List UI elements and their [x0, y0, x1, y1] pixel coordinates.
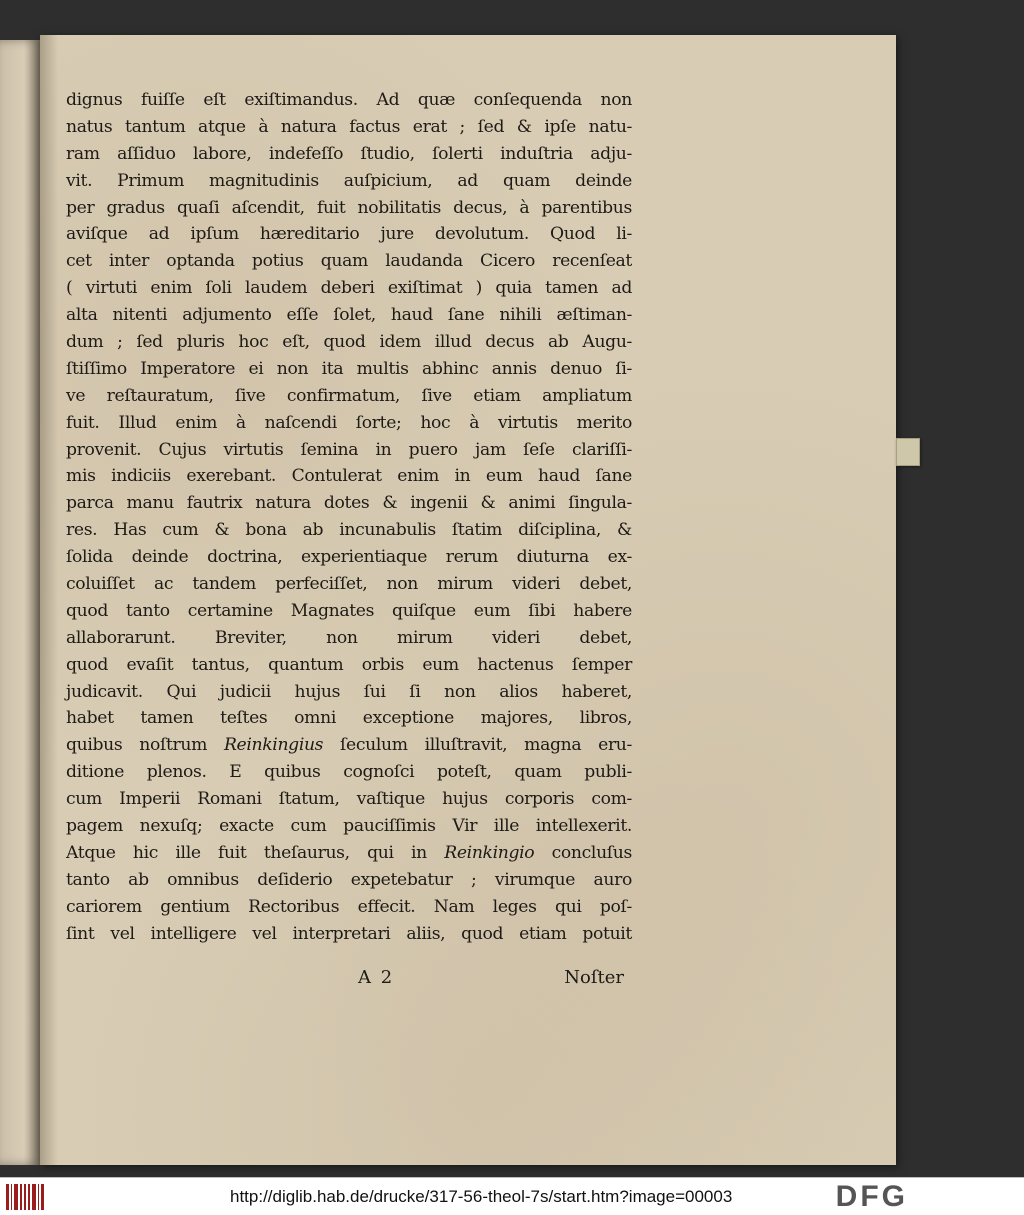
scanned-page [40, 35, 896, 1165]
text-line: dum ; ſed pluris hoc eſt, quod idem illud decus ab Augu- [66, 332, 632, 353]
text-line: fuit. Illud enim à naſcendi ſorte; hoc à virtutis merito [66, 412, 632, 433]
text-line: cet inter optanda potius quam laudanda Cicero recenſeat [66, 251, 632, 272]
text-line: natus tantum atque à natura factus erat ; ſed & ipſe natu- [66, 116, 632, 137]
text-line: judicavit. Qui judicii hujus ſui ſi non alios haberet, [66, 681, 632, 702]
text-line: dignus fuiſſe eſt exiſtimandus. Ad quæ conſequenda non [66, 90, 632, 110]
text-line: coluiſſet ac tandem perfeciſſet, non mirum videri debet, [66, 574, 632, 595]
text-line: cariorem gentium Rectoribus effecit. Nam leges qui poſ- [66, 896, 632, 917]
text-line: ram aſſiduo labore, indefeſſo ſtudio, ſolerti induſtria adju- [66, 143, 632, 164]
text-line: aviſque ad ipſum hæreditario jure devolutum. Quod li- [66, 224, 632, 245]
text-line: ſolida deinde doctrina, experientiaque rerum diuturna ex- [66, 547, 632, 568]
page-footer [66, 965, 632, 995]
body-text [66, 87, 632, 948]
page-tab-marker [896, 438, 920, 466]
text-line: ſtiſſimo Imperatore ei non ita multis abhinc annis denuo ſi- [66, 358, 632, 379]
text-line: vit. Primum magnitudinis auſpicium, ad quam deinde [66, 170, 632, 191]
text-line: parca manu fautrix natura dotes & ingenii & animi ſingula- [66, 493, 632, 514]
text-line: quod tanto certamine Magnates quiſque eum ſibi habere [66, 600, 632, 621]
catchword: Noſter [564, 967, 624, 988]
dfg-logo: DFG [835, 1180, 908, 1213]
text-line: Atque hic ille fuit theſaurus, qui in Reinkingio concluſus [66, 842, 632, 863]
text-line: quod evaſit tantus, quantum orbis eum hactenus ſemper [66, 654, 632, 675]
text-line: ditione plenos. E quibus cognoſci poteſt, quam publi- [66, 762, 632, 783]
viewer-footer-bar [0, 1177, 1024, 1215]
text-line: alta nitenti adjumento eſſe ſolet, haud ſane nihili æſtiman- [66, 305, 632, 326]
previous-page-edge [0, 40, 40, 1165]
document-url-link[interactable]: http://diglib.hab.de/drucke/317-56-theol-7s/start.htm?image=00003 [230, 1187, 733, 1206]
signature-mark: A 2 [358, 967, 395, 988]
text-line: provenit. Cujus virtutis ſemina in puero jam ſeſe clariſſi- [66, 439, 632, 460]
text-line: per gradus quaſi aſcendit, fuit nobilitatis decus, à parentibus [66, 197, 632, 218]
text-line: ſint vel intelligere vel interpretari aliis, quod etiam potuit [66, 923, 632, 944]
text-line: ve reſtauratum, ſive confirmatum, ſive etiam ampliatum [66, 385, 632, 406]
text-line: habet tamen teſtes omni exceptione majores, libros, [66, 708, 632, 729]
text-line: res. Has cum & bona ab incunabulis ſtatim diſciplina, & [66, 520, 632, 541]
text-line: tanto ab omnibus deſiderio expetebatur ; virumque auro [66, 869, 632, 890]
text-line: ( virtuti enim ſoli laudem deberi exiſtimat ) quia tamen ad [66, 278, 632, 299]
library-logo-icon [6, 1184, 44, 1210]
text-line: pagem nexuſq; exacte cum pauciſſimis Vir ille intellexerit. [66, 816, 632, 837]
text-line: cum Imperii Romani ſtatum, vaſtique hujus corporis com- [66, 789, 632, 810]
text-line: mis indiciis exerebant. Contulerat enim in eum haud ſane [66, 466, 632, 487]
text-line: quibus noſtrum Reinkingius ſeculum illuſtravit, magna eru- [66, 735, 632, 756]
text-line: allaborarunt. Breviter, non mirum videri debet, [66, 627, 632, 648]
